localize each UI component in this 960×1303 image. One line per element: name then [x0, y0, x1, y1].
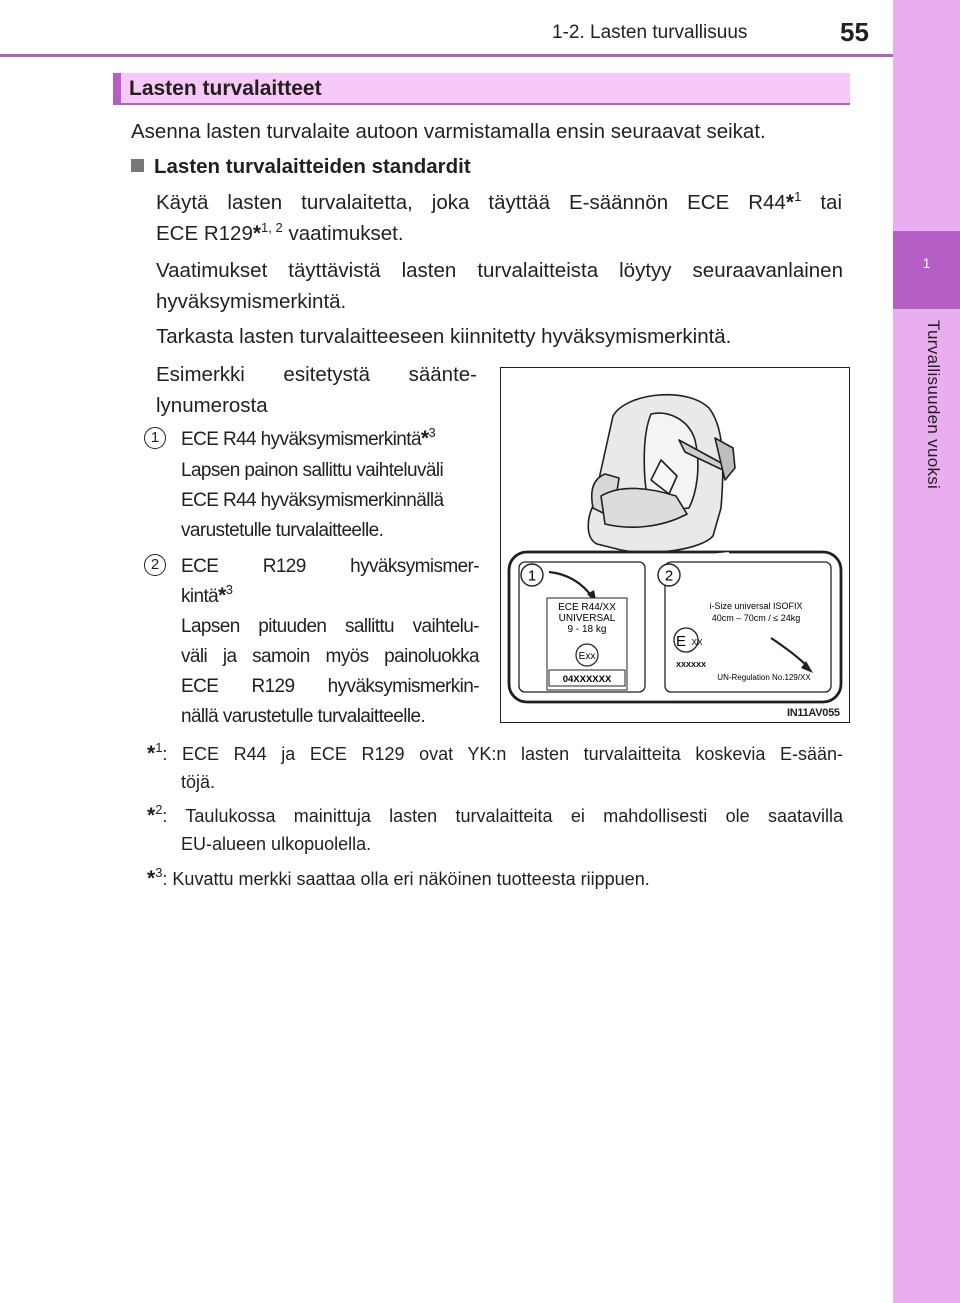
paragraph-approval-line2: hyväksymismerkintä.: [156, 290, 347, 313]
item-1-line2: ECE R44 hyväksymismerkinnällä: [181, 490, 444, 511]
item-2-title-line2: kintä*$^3$: [181, 582, 233, 607]
child-seat-figure: [500, 367, 850, 723]
chapter-tab[interactable]: 1: [893, 231, 960, 309]
footnote-3: *$^3$: Kuvattu merkki saattaa olla eri näköinen tuotteesta riippuen.: [147, 865, 650, 890]
section-heading: [113, 73, 850, 105]
item-2-line2: väli ja samoin myös painoluokka: [181, 646, 479, 667]
asterisk-mark: *: [147, 742, 156, 765]
item-2-title-line1: ECE R129 hyväksymismer-: [181, 556, 479, 577]
label1-mark: Exx: [578, 651, 596, 662]
section-intro: Asenna lasten turvalaite autoon varmistamalla ensin seuraavat seikat.: [131, 120, 766, 143]
label1-line1: ECE R44/XX: [558, 602, 616, 613]
square-bullet-icon: [131, 159, 144, 172]
item-number-2: 2: [144, 554, 166, 576]
chapter-sidebar: [893, 0, 960, 1303]
header-divider: [0, 54, 893, 57]
label2-mark-xx: XX: [691, 637, 703, 647]
asterisk-mark: *: [147, 804, 156, 827]
footnote-2-line1: *$^2$: Taulukossa mainittuja lasten turvalaitteita ei mahdollisesti ole saatavilla: [147, 802, 843, 827]
label1-line2: UNIVERSAL: [558, 613, 616, 624]
asterisk-mark: *: [252, 222, 262, 245]
paragraph-check: Tarkasta lasten turvalaitteeseen kiinnitetty hyväksymismerkintä.: [156, 325, 732, 348]
footnote-1-line1: *$^1$: ECE R44 ja ECE R129 ovat YK:n lasten turvalaitteita koskevia E-sään-: [147, 740, 843, 765]
page-number: 55: [840, 17, 869, 47]
label2-line1: i-Size universal ISOFIX: [709, 601, 803, 611]
label2-mark-e: E: [675, 633, 687, 650]
item-1-title: ECE R44 hyväksymismerkintä*$^3$: [181, 425, 436, 450]
label2-code: XXXXXX: [675, 660, 707, 669]
item-2-line1: Lapsen pituuden sallittu vaihtelu-: [181, 616, 479, 637]
item-2-line3: ECE R129 hyväksymismerkin-: [181, 676, 479, 697]
footnote-1-line2: töjä.: [181, 772, 216, 792]
asterisk-mark: *: [785, 191, 795, 214]
figure-callout-1: 1: [527, 567, 537, 585]
item-number-1: 1: [144, 427, 166, 449]
section-title: Lasten turvalaitteet: [129, 77, 322, 100]
example-caption-line1: Esimerkki esitetystä säänte-: [156, 363, 477, 386]
label2-reg: UN-Regulation No.129/XX: [717, 673, 811, 682]
chapter-title: Turvallisuuden vuoksi: [924, 320, 943, 490]
footnote-2-line2: EU-alueen ulkopuolella.: [181, 834, 372, 854]
example-caption-line2: lynumerosta: [156, 394, 268, 417]
asterisk-mark: *: [218, 584, 226, 607]
subsection-title: Lasten turvalaitteiden standardit: [154, 155, 471, 178]
label1-code: 04XXXXXX: [562, 674, 612, 685]
subsection-heading: [131, 151, 851, 182]
label2-line2: 40cm – 70cm / ≤ 24kg: [711, 613, 801, 623]
child-seat-icon: [588, 395, 735, 553]
item-2-line4: nällä varustetulle turvalaitteelle.: [181, 706, 426, 727]
asterisk-mark: *: [147, 867, 156, 890]
running-head: 1-2. Lasten turvallisuus: [552, 22, 748, 43]
item-1-line3: varustetulle turvalaitteelle.: [181, 520, 384, 541]
label1-line3: 9 - 18 kg: [567, 624, 607, 635]
chapter-title-vertical: [893, 320, 960, 520]
asterisk-mark: *: [420, 427, 429, 450]
item-1-line1: Lapsen painon sallittu vaihteluväli: [181, 460, 444, 481]
figure-callout-2: 2: [664, 567, 674, 585]
figure-code: IN11AV055: [787, 707, 840, 719]
paragraph-standard-line2: ECE R129*$^{1, 2}$ vaatimukset.: [156, 220, 404, 245]
child-seat-illustration: [501, 368, 851, 724]
paragraph-standard-line1: Käytä lasten turvalaitetta, joka täyttää E-säännön ECE R44*$^1$ tai: [156, 189, 842, 214]
paragraph-approval-line1: Vaatimukset täyttävistä lasten turvalaitteista löytyy seuraavanlainen: [156, 259, 843, 282]
